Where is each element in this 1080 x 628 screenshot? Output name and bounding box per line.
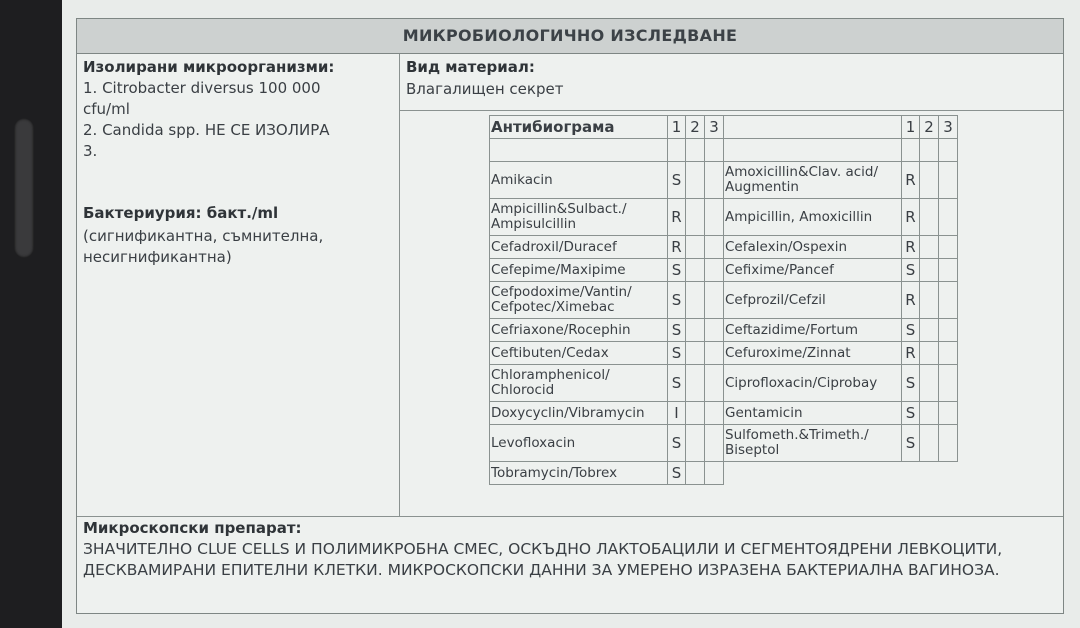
bacteriuria-label: Бактериурия: бакт./ml (83, 204, 279, 222)
result-cell-empty (705, 199, 724, 236)
header-blank (724, 116, 902, 139)
material-section (400, 54, 1063, 111)
isolated-line: 2. Candida spp. НЕ СЕ ИЗОЛИРА (83, 121, 330, 139)
antibiogram-row (490, 319, 958, 342)
result-cell-empty (705, 402, 724, 425)
column-header: 2 (686, 116, 705, 139)
result-cell-empty (705, 462, 724, 485)
result-cell-empty (920, 342, 939, 365)
microscopy-label: Микроскопски препарат: (83, 519, 302, 537)
result-cell: S (668, 342, 686, 365)
antibiotic-name: Cefprozil/Cefzil (724, 282, 902, 319)
result-cell-empty (920, 282, 939, 319)
antibiogram-row (490, 425, 958, 462)
result-cell: S (902, 319, 920, 342)
result-cell-empty (686, 236, 705, 259)
antibiotic-name: Amoxicillin&Clav. acid/ Augmentin (724, 162, 902, 199)
result-cell-empty (939, 425, 958, 462)
result-cell: S (668, 162, 686, 199)
column-header: 3 (705, 116, 724, 139)
microscopy-section (77, 516, 1063, 613)
antibiotic-name: Cefalexin/Ospexin (724, 236, 902, 259)
result-cell-empty (939, 342, 958, 365)
result-cell: S (902, 402, 920, 425)
column-header: 1 (668, 116, 686, 139)
antibiogram-row (490, 402, 958, 425)
antibiogram-row (490, 282, 958, 319)
antibiogram-row (490, 342, 958, 365)
material-label: Вид материал: (406, 58, 535, 76)
result-cell-empty (705, 319, 724, 342)
result-cell-empty (686, 319, 705, 342)
result-cell-empty (686, 425, 705, 462)
result-cell: R (668, 199, 686, 236)
column-header: 3 (939, 116, 958, 139)
antibiotic-name: Sulfometh.&Trimeth./ Biseptol (724, 425, 902, 462)
result-cell-empty (705, 259, 724, 282)
result-cell-empty (686, 342, 705, 365)
result-cell: S (902, 365, 920, 402)
result-cell-empty (920, 402, 939, 425)
antibiotic-name: Gentamicin (724, 402, 902, 425)
antibiotic-name: Ciprofloxacin/Ciprobay (724, 365, 902, 402)
antibiotic-name: Ampicillin&Sulbact./ Ampisulcillin (490, 199, 668, 236)
result-cell-empty (686, 282, 705, 319)
result-cell-empty (939, 282, 958, 319)
result-cell-empty (939, 199, 958, 236)
antibiogram-row (490, 259, 958, 282)
result-cell: R (902, 342, 920, 365)
device-side-button (14, 118, 34, 258)
antibiotic-name: Ampicillin, Amoxicillin (724, 199, 902, 236)
result-cell-empty (920, 365, 939, 402)
isolated-line: cfu/ml (83, 100, 130, 118)
result-cell: S (902, 425, 920, 462)
isolated-line: 1. Citrobacter diversus 100 000 (83, 79, 321, 97)
result-cell-empty (920, 319, 939, 342)
result-cell-empty (920, 236, 939, 259)
screen (62, 0, 1080, 628)
result-cell-empty (939, 259, 958, 282)
antibiotic-name: Chloramphenicol/ Chlorocid (490, 365, 668, 402)
result-cell-empty (686, 365, 705, 402)
result-cell-empty (705, 162, 724, 199)
antibiotic-name: Cefadroxil/Duracef (490, 236, 668, 259)
result-cell-empty (686, 462, 705, 485)
antibiogram-row (490, 199, 958, 236)
antibiotic-name: Cefepime/Maxipime (490, 259, 668, 282)
antibiotic-name: Levofloxacin (490, 425, 668, 462)
result-cell-empty (939, 402, 958, 425)
result-cell: I (668, 402, 686, 425)
result-cell: S (668, 259, 686, 282)
isolated-line: 3. (83, 142, 98, 160)
antibiotic-name: Cefriaxone/Rocephin (490, 319, 668, 342)
isolated-section (77, 54, 400, 516)
bacteriuria-line: (сигнификантна, съмнителна, (83, 227, 324, 245)
result-cell: R (668, 236, 686, 259)
report-title: МИКРОБИОЛОГИЧНО ИЗСЛЕДВАНЕ (77, 19, 1063, 54)
result-cell-empty (686, 402, 705, 425)
result-cell: S (668, 282, 686, 319)
antibiotic-name: Ceftazidime/Fortum (724, 319, 902, 342)
antibiogram-header-row (490, 116, 958, 139)
antibiogram-row (490, 162, 958, 199)
antibiogram-title: Антибиограма (490, 116, 668, 139)
result-cell-empty (939, 236, 958, 259)
isolated-list (83, 78, 330, 162)
antibiotic-name: Cefixime/Pancef (724, 259, 902, 282)
result-cell-empty (920, 425, 939, 462)
bacteriuria-notes (83, 226, 323, 268)
antibiogram-row (490, 365, 958, 402)
lab-report (76, 18, 1064, 614)
result-cell-empty (705, 236, 724, 259)
result-cell: R (902, 282, 920, 319)
antibiogram-row (490, 236, 958, 259)
result-cell: S (668, 425, 686, 462)
antibiogram-row (490, 462, 958, 485)
result-cell-empty (920, 259, 939, 282)
result-cell-empty (939, 365, 958, 402)
column-header: 1 (902, 116, 920, 139)
result-cell-empty (939, 162, 958, 199)
isolated-label: Изолирани микроорганизми: (83, 58, 335, 76)
antibiogram-table (489, 115, 958, 485)
result-cell-empty (705, 342, 724, 365)
result-cell: R (902, 236, 920, 259)
result-cell: S (668, 319, 686, 342)
antibiotic-name: Doxycyclin/Vibramycin (490, 402, 668, 425)
result-cell-empty (705, 365, 724, 402)
result-cell-empty (939, 319, 958, 342)
result-cell-empty (686, 259, 705, 282)
result-cell-empty (705, 282, 724, 319)
result-cell: R (902, 199, 920, 236)
result-cell: S (668, 365, 686, 402)
bacteriuria-line: несигнификантна) (83, 248, 232, 266)
result-cell-empty (920, 162, 939, 199)
result-cell-empty (686, 199, 705, 236)
result-cell: S (902, 259, 920, 282)
column-header: 2 (920, 116, 939, 139)
microscopy-text: ЗНАЧИТЕЛНО CLUE CELLS И ПОЛИМИКРОБНА СМЕС, ОСКЪДНО ЛАКТОБАЦИЛИ И СЕГМЕНТОЯДРЕНИ ЛЕВКОЦИТИ, ДЕСКВАМИРАНИ ЕПИТЕЛНИ КЛЕТКИ. МИКРОСКОПСКИ ДАННИ ЗА УМЕРЕНО ИЗРАЗЕНА БАКТЕРИАЛНА ВАГИНОЗА. (83, 540, 1003, 579)
result-cell-empty (920, 199, 939, 236)
material-value: Влагалищен секрет (406, 80, 564, 98)
result-cell: S (668, 462, 686, 485)
antibiogram-blank-row (490, 139, 958, 162)
result-cell: R (902, 162, 920, 199)
antibiotic-name: Cefpodoxime/Vantin/ Cefpotec/Ximebac (490, 282, 668, 319)
antibiotic-name: Cefuroxime/Zinnat (724, 342, 902, 365)
result-cell-empty (705, 425, 724, 462)
antibiotic-name: Amikacin (490, 162, 668, 199)
antibiotic-name: Ceftibuten/Cedax (490, 342, 668, 365)
antibiotic-name: Tobramycin/Tobrex (490, 462, 668, 485)
result-cell-empty (686, 162, 705, 199)
